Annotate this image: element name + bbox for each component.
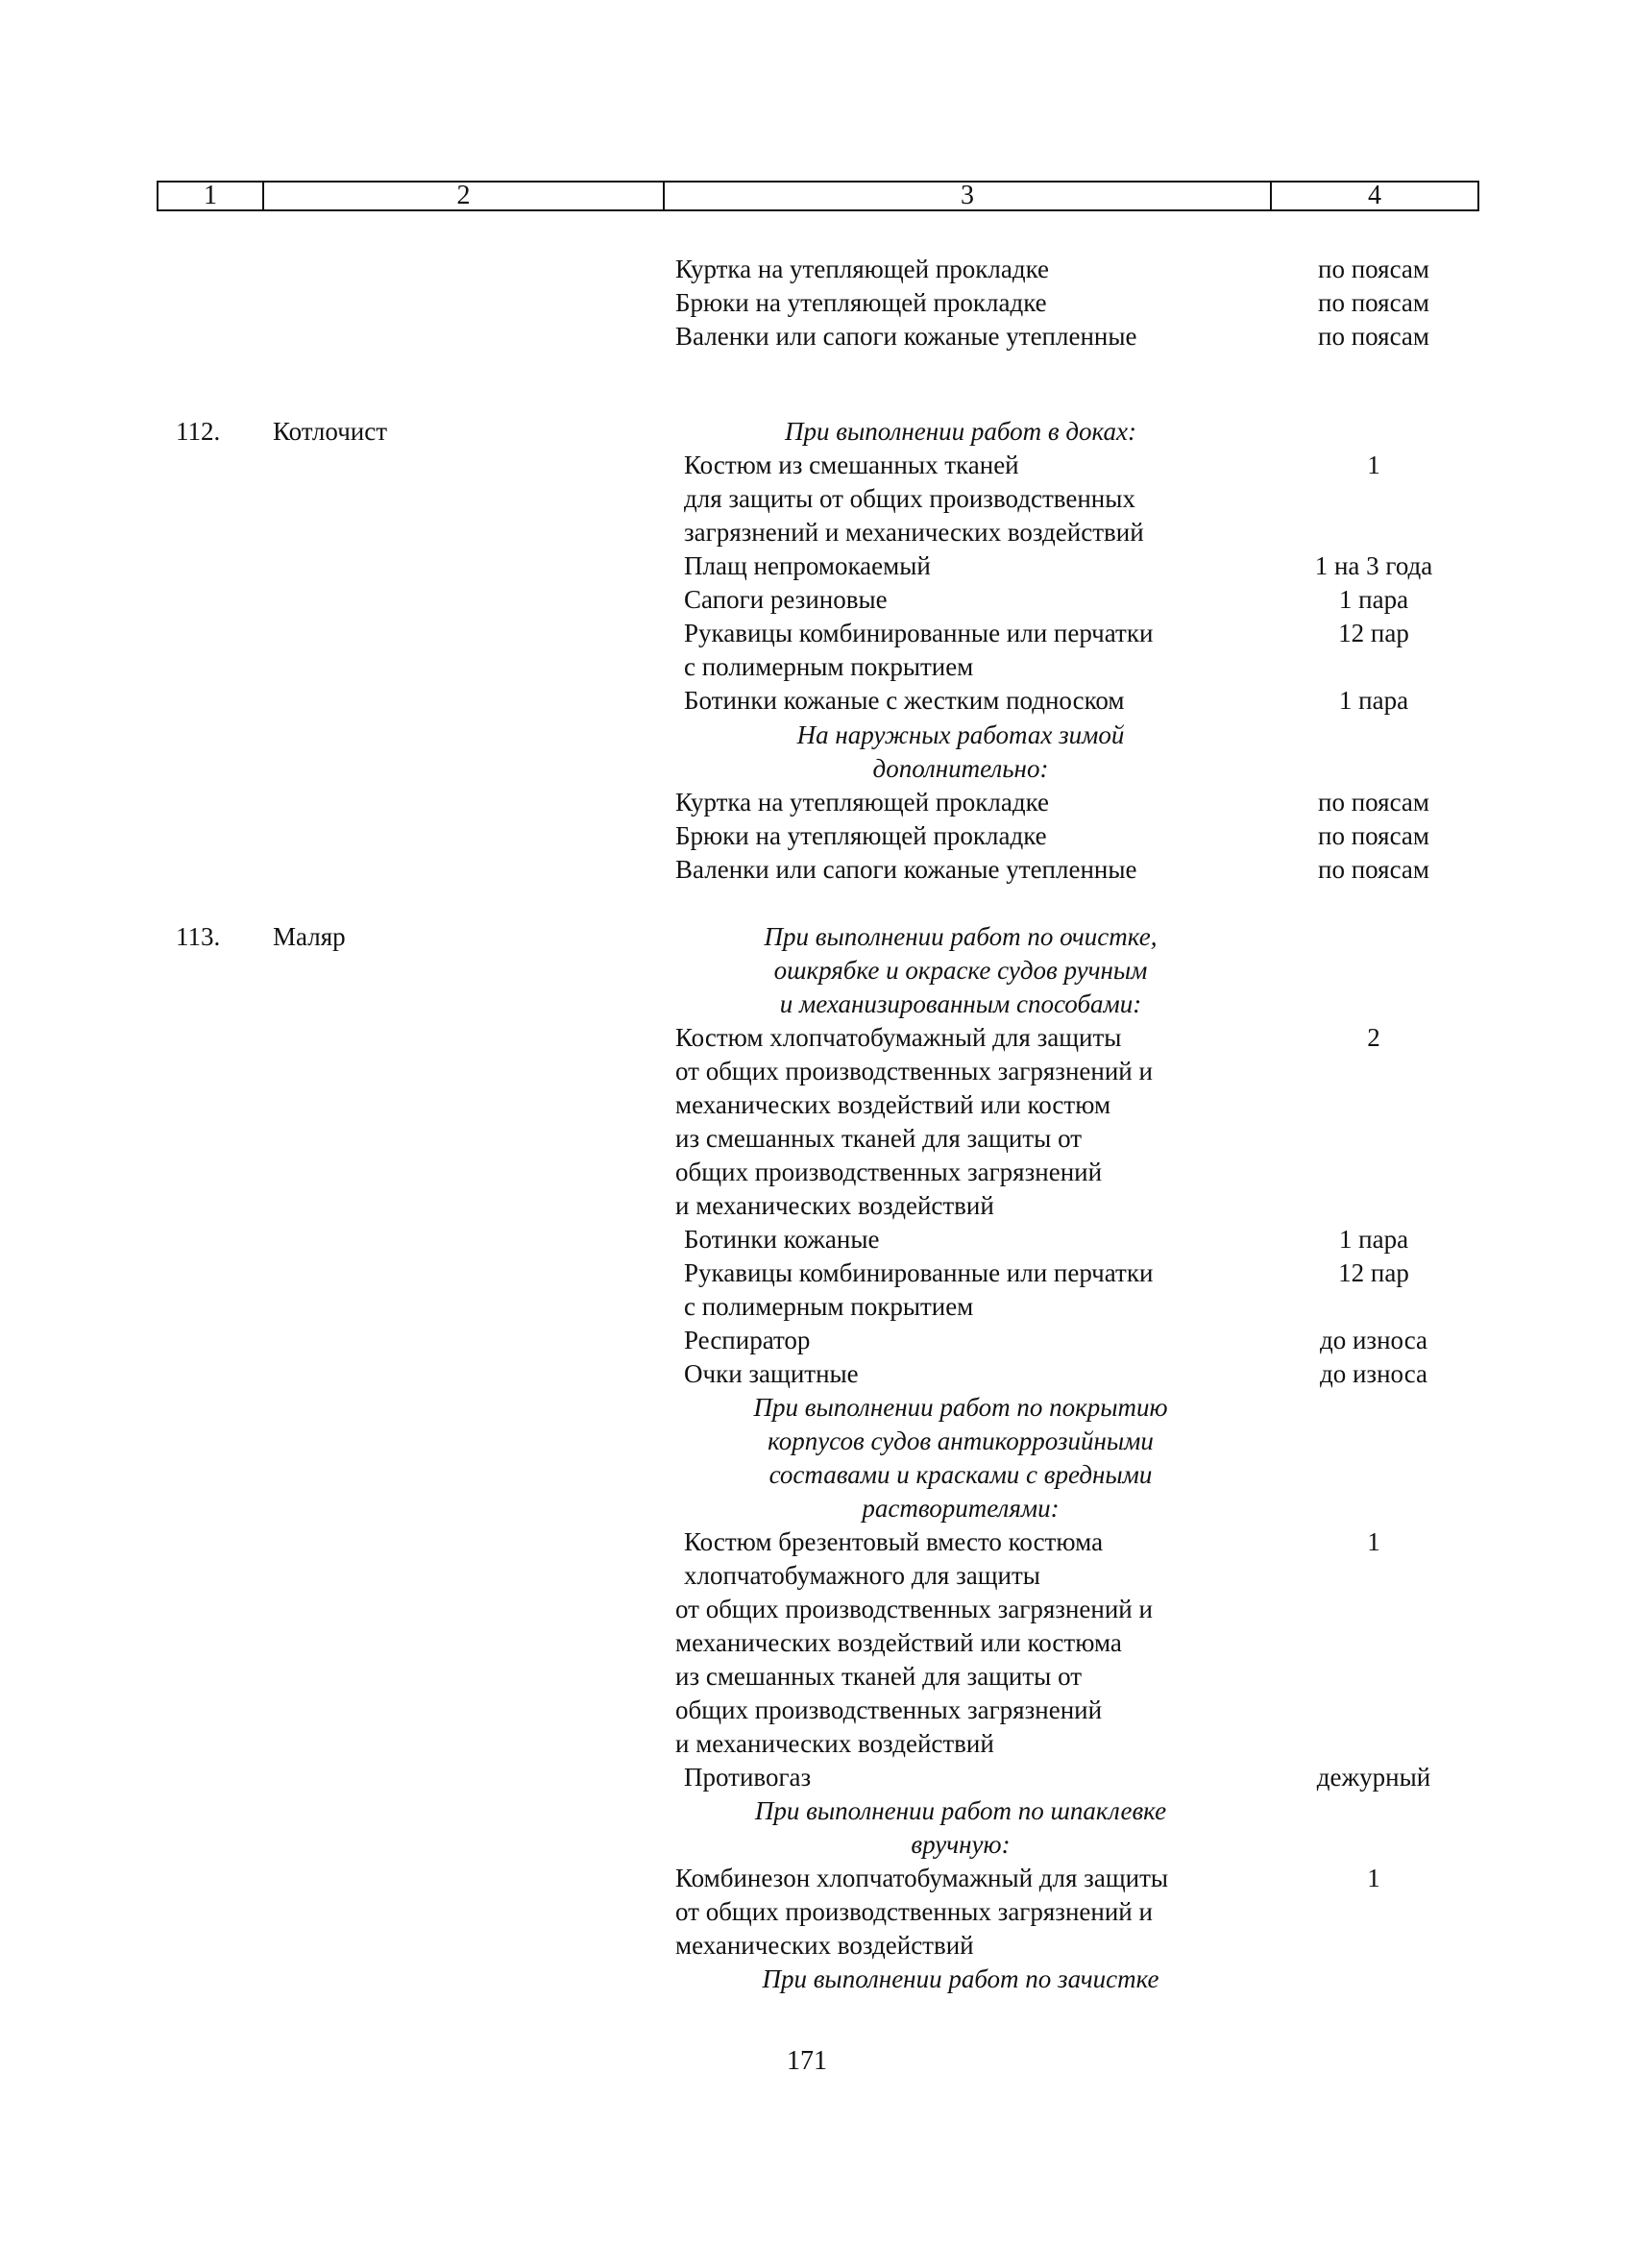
norm-value: 1 bbox=[1367, 451, 1380, 479]
item-text: Ботинки кожаные с жестким подноском bbox=[684, 686, 1125, 715]
table-line bbox=[0, 1122, 1634, 1156]
item-text: механических воздействий или костюма bbox=[675, 1628, 1122, 1657]
table-line bbox=[0, 786, 1634, 819]
item-text: ошкрябке и окраске судов ручным bbox=[773, 956, 1148, 985]
item-text: Куртка на утепляющей прокладке bbox=[675, 788, 1050, 817]
table-line bbox=[0, 1223, 1634, 1256]
norm-value: 12 пар bbox=[1338, 619, 1409, 647]
norm-value: 1 пара bbox=[1338, 1225, 1409, 1254]
table-line bbox=[0, 1055, 1634, 1088]
item-text: При выполнении работ по очистке, bbox=[764, 922, 1158, 951]
table-line bbox=[0, 1694, 1634, 1727]
item-text: от общих производственных загрязнений и bbox=[675, 1897, 1153, 1926]
column-header-4: 4 bbox=[1368, 181, 1381, 210]
norm-value: по поясам bbox=[1318, 855, 1429, 884]
item-text: Куртка на утепляющей прокладке bbox=[675, 255, 1050, 283]
item-text: и механических воздействий bbox=[675, 1729, 994, 1758]
page-number: 171 bbox=[787, 2046, 827, 2076]
item-text: При выполнении работ в доках: bbox=[785, 417, 1136, 446]
table-line bbox=[0, 516, 1634, 549]
column-header-3: 3 bbox=[665, 183, 1272, 209]
item-text: При выполнении работ по шпаклевке bbox=[754, 1796, 1167, 1825]
table-line bbox=[0, 415, 1634, 449]
norm-value: 1 пара bbox=[1338, 585, 1409, 614]
item-text: Костюм из смешанных тканей bbox=[684, 451, 1019, 479]
column-header-2: 2 bbox=[264, 183, 665, 209]
row-number: 112. bbox=[176, 417, 221, 446]
table-line bbox=[0, 1189, 1634, 1223]
table-line bbox=[0, 1828, 1634, 1862]
table-line bbox=[0, 1727, 1634, 1761]
item-text: Очки защитные bbox=[684, 1359, 859, 1388]
norm-value: до износа bbox=[1319, 1359, 1428, 1388]
norm-value: по поясам bbox=[1318, 288, 1429, 317]
table-line bbox=[0, 1626, 1634, 1660]
table-line bbox=[0, 1357, 1634, 1391]
table-line bbox=[0, 253, 1634, 286]
item-text: вручную: bbox=[911, 1830, 1011, 1859]
norm-value: до износа bbox=[1319, 1326, 1428, 1354]
table-line bbox=[0, 853, 1634, 887]
table-line bbox=[0, 1391, 1634, 1425]
table-line bbox=[0, 1862, 1634, 1895]
item-text: Валенки или сапоги кожаные утепленные bbox=[675, 855, 1137, 884]
item-text: При выполнении работ по зачистке bbox=[762, 1964, 1159, 1993]
norm-value: 1 на 3 года bbox=[1314, 551, 1433, 580]
table-line bbox=[0, 617, 1634, 650]
profession-name: Котлочист bbox=[273, 417, 388, 446]
table-line bbox=[0, 920, 1634, 954]
table-line bbox=[0, 954, 1634, 988]
item-text: загрязнений и механических воздействий bbox=[684, 518, 1144, 547]
table-line bbox=[0, 988, 1634, 1021]
table-line bbox=[0, 1156, 1634, 1189]
table-line bbox=[0, 1660, 1634, 1694]
table-line bbox=[0, 1290, 1634, 1324]
table-line bbox=[0, 1088, 1634, 1122]
item-text: для защиты от общих производственных bbox=[684, 484, 1135, 513]
item-text: Плащ непромокаемый bbox=[684, 551, 931, 580]
norm-value: по поясам bbox=[1318, 255, 1429, 283]
item-text: корпусов судов антикоррозийными bbox=[768, 1427, 1154, 1455]
norm-value: дежурный bbox=[1316, 1763, 1431, 1792]
row-number: 113. bbox=[176, 922, 221, 951]
table-line bbox=[0, 1425, 1634, 1458]
item-text: Рукавицы комбинированные или перчатки bbox=[684, 619, 1154, 647]
item-text: от общих производственных загрязнений и bbox=[675, 1595, 1153, 1623]
table-line bbox=[0, 684, 1634, 718]
item-text: механических воздействий bbox=[675, 1931, 974, 1960]
item-text: составами и красками с вредными bbox=[768, 1460, 1153, 1489]
item-text: Ботинки кожаные bbox=[684, 1225, 880, 1254]
norm-value: 12 пар bbox=[1338, 1258, 1409, 1287]
norm-value: 1 пара bbox=[1338, 686, 1409, 715]
table-line bbox=[0, 1559, 1634, 1593]
item-text: Брюки на утепляющей прокладке bbox=[675, 821, 1047, 850]
item-text: При выполнении работ по покрытию bbox=[753, 1393, 1168, 1422]
profession-name: Маляр bbox=[273, 922, 346, 951]
table-line bbox=[0, 1895, 1634, 1929]
table-line bbox=[0, 286, 1634, 320]
table-line bbox=[0, 482, 1634, 516]
table-line bbox=[0, 819, 1634, 853]
norm-value: по поясам bbox=[1318, 322, 1429, 351]
item-text: с полимерным покрытием bbox=[684, 652, 974, 681]
item-text: из смешанных тканей для защиты от bbox=[675, 1662, 1083, 1691]
item-text: и механических воздействий bbox=[675, 1191, 994, 1220]
table-line bbox=[0, 1761, 1634, 1794]
table-line bbox=[0, 1963, 1634, 1996]
item-text: общих производственных загрязнений bbox=[675, 1695, 1103, 1724]
item-text: Валенки или сапоги кожаные утепленные bbox=[675, 322, 1137, 351]
table-line bbox=[0, 1492, 1634, 1525]
table-line bbox=[0, 320, 1634, 354]
item-text: Противогаз bbox=[684, 1763, 812, 1792]
table-line bbox=[0, 1929, 1634, 1963]
item-text: дополнительно: bbox=[872, 754, 1049, 783]
norm-value: 1 bbox=[1367, 1527, 1380, 1556]
item-text: от общих производственных загрязнений и bbox=[675, 1057, 1153, 1085]
column-header-1: 1 bbox=[159, 183, 264, 209]
item-text: механических воздействий или костюм bbox=[675, 1090, 1111, 1119]
table-line bbox=[0, 650, 1634, 684]
column-header-row bbox=[157, 181, 1479, 211]
item-text: На наружных работах зимой bbox=[796, 720, 1125, 749]
item-text: Брюки на утепляющей прокладке bbox=[675, 288, 1047, 317]
norm-value: по поясам bbox=[1318, 788, 1429, 817]
item-text: Костюм брезентовый вместо костюма bbox=[684, 1527, 1104, 1556]
table-line bbox=[0, 583, 1634, 617]
item-text: растворителями: bbox=[862, 1494, 1060, 1523]
norm-value: по поясам bbox=[1318, 821, 1429, 850]
table-line bbox=[0, 1021, 1634, 1055]
table-line bbox=[0, 1525, 1634, 1559]
table-line bbox=[0, 1458, 1634, 1492]
table-line bbox=[0, 719, 1634, 752]
item-text: Костюм хлопчатобумажный для защиты bbox=[675, 1023, 1122, 1052]
table-line bbox=[0, 1794, 1634, 1828]
table-line bbox=[0, 1593, 1634, 1626]
item-text: хлопчатобумажного для защиты bbox=[684, 1561, 1040, 1590]
item-text: Респиратор bbox=[684, 1326, 811, 1354]
table-line bbox=[0, 752, 1634, 786]
item-text: Сапоги резиновые bbox=[684, 585, 888, 614]
table-line bbox=[0, 1324, 1634, 1357]
table-line bbox=[0, 549, 1634, 583]
norm-value: 2 bbox=[1367, 1023, 1380, 1052]
item-text: Комбинезон хлопчатобумажный для защиты bbox=[675, 1864, 1169, 1892]
item-text: общих производственных загрязнений bbox=[675, 1158, 1103, 1186]
table-line bbox=[0, 449, 1634, 482]
item-text: и механизированным способами: bbox=[779, 989, 1142, 1018]
item-text: Рукавицы комбинированные или перчатки bbox=[684, 1258, 1154, 1287]
norm-value: 1 bbox=[1367, 1864, 1380, 1892]
item-text: из смешанных тканей для защиты от bbox=[675, 1124, 1083, 1153]
table-line bbox=[0, 1256, 1634, 1290]
item-text: с полимерным покрытием bbox=[684, 1292, 974, 1321]
